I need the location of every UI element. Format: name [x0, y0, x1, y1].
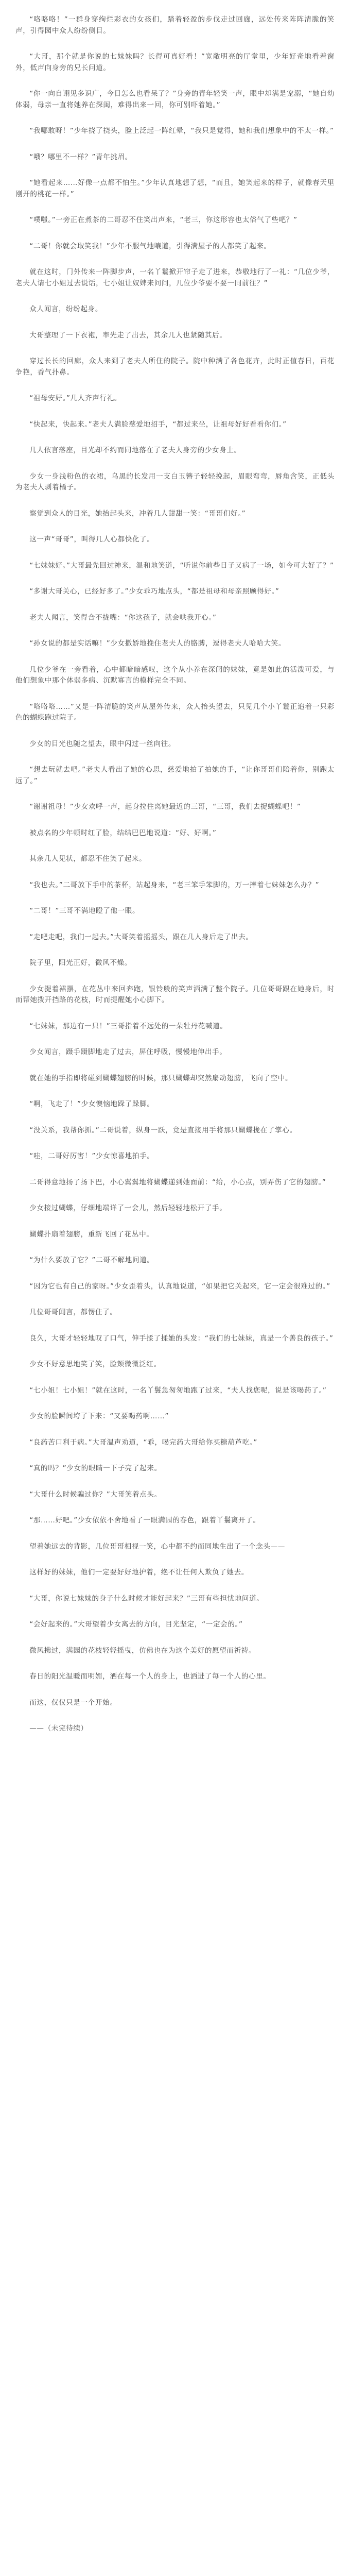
story-paragraph: 大哥整理了一下衣袍，率先走了出去，其余几人也紧随其后。 [29, 331, 227, 340]
story-paragraph: 蝴蝶扑扇着翅膀，重新飞回了花丛中。 [29, 1230, 154, 1239]
story-paragraph: “你一向自诩见多识广，今日怎么也看呆了？”身旁的青年轻笑一声，眼中却满是宠溺，“她自幼体弱，母亲一直将她养在深闺，难得出来一回，你可别吓着她。” [15, 90, 335, 109]
story-paragraph: “七妹妹好。”大哥最先回过神来，温和地笑道，“听说你前些日子又病了一场，如今可大好了？” [29, 561, 334, 570]
story-paragraph: 少女闻言，蹑手蹑脚地走了过去，屏住呼吸，慢慢地伸出手。 [29, 1048, 227, 1056]
story-paragraph: 穿过长长的回廊，众人来到了老夫人所住的院子。院中种满了各色花卉，此时正值春日，百花争艳，香气扑鼻。 [15, 357, 335, 377]
story-paragraph: “七妹妹，那边有一只！”三哥指着不远处的一朵牡丹花喊道。 [29, 1022, 227, 1030]
story-paragraph: “二哥！你就会取笑我！”少年不服气地嚷道，引得满屋子的人都笑了起来。 [29, 242, 271, 250]
story-paragraph: “我也去。”二哥放下手中的茶杯，站起身来，“老三笨手笨脚的，万一摔着七妹妹怎么办？” [29, 880, 320, 889]
story-paragraph: “二哥！”三哥不满地瞪了他一眼。 [29, 907, 140, 915]
story-paragraph: 少女的脸瞬间垮了下来：“又要喝药啊……” [29, 1412, 169, 1420]
story-paragraph: 几位少爷在一旁看着，心中都暗暗感叹，这个从小养在深闺的妹妹，竟是如此的活泼可爱，与他们想象中那个体弱多病、沉默寡言的模样完全不同。 [15, 665, 335, 685]
story-paragraph: “快起来，快起来。”老夫人满脸慈爱地招手，“都过来坐，让祖母好好看看你们。” [29, 420, 287, 429]
story-paragraph: “她看起来……好像一点都不怕生。”少年认真地想了想，“而且，她笑起来的样子，就像春天里刚开的桃花一样。” [15, 179, 335, 198]
story-paragraph: 就在这时，门外传来一阵脚步声，一名丫鬟掀开帘子走了进来，恭敬地行了一礼：“几位少爷，老夫人请七小姐过去说话，七小姐让奴婢来问问，几位少爷要不要一同前往？” [15, 268, 335, 287]
story-paragraph: “会好起来的。”大哥望着少女离去的方向，目光坚定，“一定会的。” [29, 1620, 243, 1629]
story-paragraph: 这一声“哥哥”，叫得几人心都快化了。 [29, 535, 154, 544]
story-paragraph: 这样好的妹妹，他们一定要好好地护着，绝不让任何人欺负了她去。 [29, 1568, 249, 1577]
story-paragraph: “那……好吧。”少女依依不舍地看了一眼满园的春色，跟着丫鬟离开了。 [29, 1516, 260, 1524]
story-paragraph: ——（未完待续） [29, 1724, 88, 1733]
story-paragraph: 就在她的手指即将碰到蝴蝶翅膀的时候，那只蝴蝶却突然扇动翅膀，飞向了空中。 [29, 1074, 293, 1082]
story-paragraph: 良久，大哥才轻轻地叹了口气，伸手揉了揉她的头发：“我们的七妹妹，真是一个善良的孩子。” [29, 1334, 334, 1343]
story-paragraph: “噗嗤。”一旁正在煮茶的二哥忍不住笑出声来，“老三，你这形容也太俗气了些吧？” [29, 216, 297, 224]
story-paragraph: “因为它也有自己的家呀。”少女歪着头，认真地说道，“如果把它关起来，它一定会很难过的。” [29, 1282, 330, 1291]
story-paragraph: 少女的目光也随之望去，眼中闪过一丝向往。 [29, 739, 176, 748]
story-paragraph: 少女接过蝴蝶，仔细地端详了一会儿，然后轻轻地松开了手。 [29, 1204, 227, 1212]
story-paragraph: 老夫人闻言，笑得合不拢嘴：“你这孩子，就会哄我开心。” [29, 613, 217, 622]
story-paragraph: 察觉到众人的目光，她抬起头来，冲着几人甜甜一笑：“哥哥们好。” [29, 509, 246, 518]
story-paragraph: “为什么要放了它？”二哥不解地问道。 [29, 1256, 154, 1264]
story-paragraph: “咯咯咯！”一群身穿绚烂彩衣的女孩们，踏着轻盈的步伐走过回廊，远处传来阵阵清脆的笑声，引得园中众人纷纷侧目。 [15, 15, 335, 35]
story-paragraph: “哦？哪里不一样？”青年挑眉。 [29, 152, 132, 161]
story-paragraph: 微风拂过，满园的花枝轻轻摇曳，仿佛也在为这个美好的愿望而祈祷。 [29, 1646, 256, 1655]
story-paragraph: “大哥，那个就是你说的七妹妹吗？长得可真好看！”宽敞明亮的厅堂里，少年好奇地看着窗外，低声向身旁的兄长问道。 [15, 53, 335, 72]
story-paragraph: 几人依言落座，目光却不约而同地落在了老夫人身旁的少女身上。 [29, 446, 241, 454]
story-paragraph: 而这，仅仅只是一个开始。 [29, 1698, 117, 1707]
story-paragraph: 被点名的少年顿时红了脸，结结巴巴地说道：“好、好啊。” [29, 828, 217, 837]
story-paragraph: 少女提着裙摆，在花丛中来回奔跑，银铃般的笑声洒满了整个院子。几位哥哥跟在她身后，时而帮她拨开挡路的花枝，时而提醒她小心脚下。 [15, 985, 335, 1004]
story-paragraph: “走吧走吧，我们一起去。”大哥笑着摇摇头，跟在几人身后走了出去。 [29, 933, 253, 941]
story-paragraph: “谢谢祖母！”少女欢呼一声，起身拉住离她最近的三哥，“三哥，我们去捉蝴蝶吧！” [29, 803, 301, 811]
story-paragraph: “没关系，我帮你抓。”二哥说着，纵身一跃，竟是直接用手将那只蝴蝶拢在了掌心。 [29, 1126, 297, 1134]
story-paragraph: “咯咯咯……”又是一阵清脆的笑声从屋外传来，众人抬头望去，只见几个小丫鬟正追着一只彩色的蝴蝶跑过院子。 [15, 702, 335, 722]
story-paragraph: “大哥什么时候骗过你？”大哥笑着点头。 [29, 1490, 162, 1499]
story-paragraph: 望着她远去的背影，几位哥哥相视一笑，心中都不约而同地生出了一个念头—— [29, 1542, 285, 1551]
story-paragraph: “大哥，你说七妹妹的身子什么时候才能好起来？”三哥有些担忧地问道。 [29, 1594, 264, 1603]
story-paragraph: 少女不好意思地笑了笑，脸颊微微泛红。 [29, 1360, 161, 1368]
story-paragraph: 春日的阳光温暖而明媚，洒在每一个人的身上，也洒进了每一个人的心里。 [29, 1672, 271, 1681]
story-paragraph: 几位哥哥闻言，都愣住了。 [29, 1308, 117, 1316]
story-paragraph: 少女一身浅粉色的衣裙，乌黑的长发用一支白玉簪子轻轻挽起，眉眼弯弯，唇角含笑，正低头为老夫人剥着橘子。 [15, 472, 335, 492]
story-paragraph: “多谢大哥关心，已经好多了。”少女乖巧地点头，“都是祖母和母亲照顾得好。” [29, 587, 279, 596]
story-paragraph: “想去玩就去吧。”老夫人看出了她的心思，慈爱地拍了拍她的手，“让你哥哥们陪着你，别跑太远了。” [15, 766, 335, 785]
story-paragraph: “良药苦口利于病。”大哥温声劝道，“乖，喝完药大哥给你买糖葫芦吃。” [29, 1438, 257, 1447]
story-paragraph: “七小姐！七小姐！”就在这时，一名丫鬟急匆匆地跑了过来，“夫人找您呢，说是该喝药了。” [29, 1386, 327, 1395]
story-paragraph: 众人闻言，纷纷起身。 [29, 305, 103, 313]
story-paragraph: “孙女说的都是实话嘛！”少女撒娇地挽住老夫人的胳膊，逗得老夫人哈哈大笑。 [29, 639, 286, 648]
story-paragraph: “祖母安好。”几人齐声行礼。 [29, 394, 121, 402]
story-paragraph: “真的吗？”少女的眼睛一下子亮了起来。 [29, 1464, 162, 1472]
story-paragraph: “哇，二哥好厉害！”少女惊喜地拍手。 [29, 1152, 154, 1160]
story-paragraph: 其余几人见状，都忍不住笑了起来。 [29, 855, 147, 863]
story-paragraph: “我哪敢呀！”少年挠了挠头，脸上泛起一阵红晕，“我只是觉得，她和我们想象中的不太一样。” [29, 127, 334, 135]
story-paragraph: “啊，飞走了！”少女懊恼地跺了跺脚。 [29, 1100, 154, 1108]
story-paragraph: 院子里，阳光正好，微风不燥。 [29, 959, 132, 967]
story-paragraph: 二哥得意地扬了扬下巴，小心翼翼地将蝴蝶递到她面前：“给，小心点，别弄伤了它的翅膀。” [29, 1178, 326, 1187]
